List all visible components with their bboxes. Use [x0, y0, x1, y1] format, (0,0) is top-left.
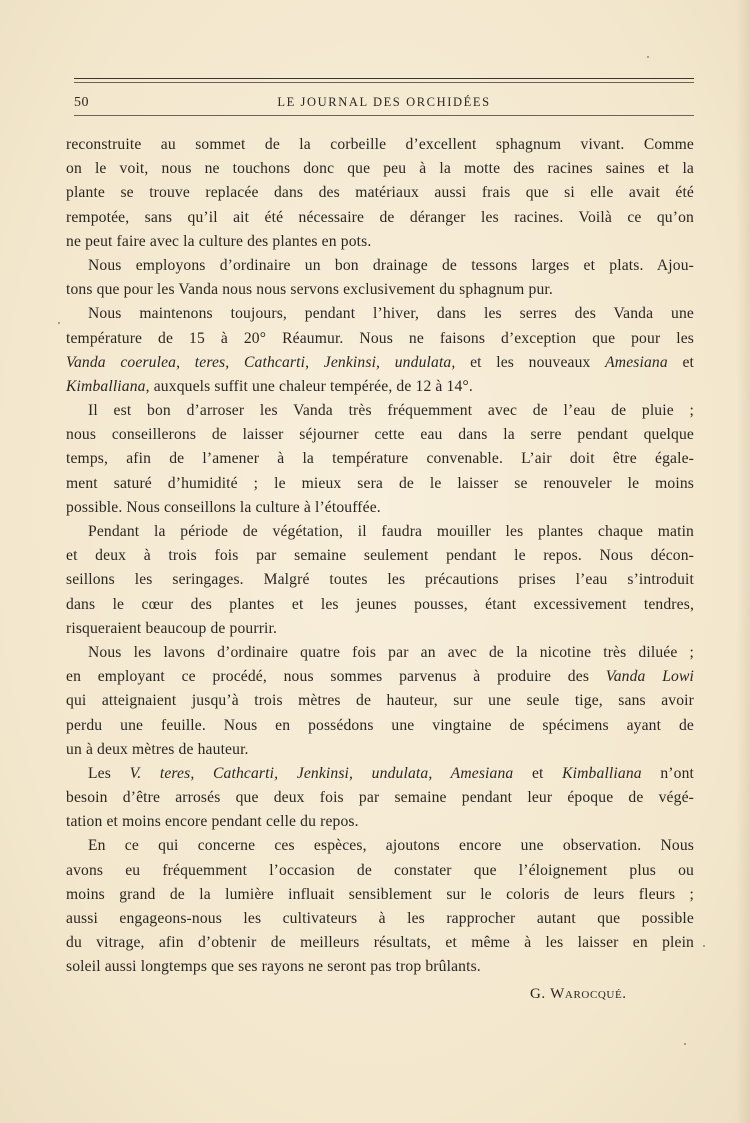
text-line: et deux à trois fois par semaine seulement pendant le repos. Nous décon-	[66, 547, 694, 565]
text-line: Pendant la période de végétation, il faudra mouiller les plantes chaque matin	[88, 523, 694, 540]
text-line: ne peut faire avec la culture des plantes en pots.	[66, 232, 372, 250]
text-line: Nous employons d’ordinaire un bon drainage de tessons larges et plats. Ajou-	[88, 256, 694, 274]
text-line: moins grand de la lumière influait sensiblement sur le coloris de leurs fleurs ;	[66, 885, 694, 903]
text-line: seillons les seringages. Malgré toutes les précautions prises l’eau s’introduit	[66, 571, 694, 589]
italic-text: Kimballiana	[562, 764, 642, 782]
text-line: température de 15 à 20° Réaumur. Nous ne faisons d’exception que pour les	[66, 329, 694, 347]
signature-name: Warocqué.	[550, 986, 627, 1002]
header-rule-top	[74, 78, 694, 79]
header-rule-bottom	[74, 115, 694, 116]
text-run: et les nouveaux	[455, 353, 606, 371]
text-line: plante se trouve replacée dans des matériaux aussi frais que si elle avait été	[66, 184, 694, 202]
paper-speck	[58, 322, 60, 324]
text-line: on le voit, nous ne touchons donc que peu à la motte des racines saines et la	[66, 160, 694, 178]
text-line: qui atteignaient jusqu’à trois mètres de hauteur, sur une seule tige, sans avoir	[66, 692, 694, 710]
text-line: reconstruite au sommet de la corbeille d’excellent sphagnum vivant. Comme	[66, 136, 694, 153]
header-rule-top-thin	[74, 82, 694, 83]
page-number: 50	[74, 95, 89, 110]
text-line: ment saturé d’humidité ; le mieux sera de le laisser se renouveler le moins	[66, 474, 694, 492]
italic-text: Amesiana	[605, 353, 668, 371]
text-line: En ce qui concerne ces espèces, ajoutons encore une observation. Nous	[88, 837, 694, 855]
text-run: et	[513, 764, 563, 782]
text-line	[66, 762, 694, 786]
paper-speck	[703, 945, 705, 947]
text-line: Il est bon d’arroser les Vanda très fréquemment avec de l’eau de pluie ;	[88, 402, 694, 420]
text-run: en employant ce procédé, nous sommes parvenus à produire des	[66, 668, 606, 686]
paper-speck	[647, 56, 649, 58]
text-line: tons que pour les Vanda nous nous servons exclusivement du sphagnum pur.	[66, 281, 553, 299]
text-line: avons eu fréquemment l’occasion de constater que l’éloignement plus ou	[66, 861, 694, 879]
paper-speck	[684, 1043, 686, 1045]
text-line	[66, 351, 694, 375]
text-line: dans le cœur des plantes et les jeunes pousses, étant excessivement tendres,	[66, 595, 694, 613]
page-header	[74, 78, 694, 116]
text-line	[66, 375, 694, 399]
header-line	[74, 89, 694, 115]
article-body	[66, 133, 694, 980]
text-line	[66, 665, 694, 689]
text-line: Nous maintenons toujours, pendant l’hiver, dans les serres des Vanda une	[88, 305, 694, 323]
text-line: risqueraient beaucoup de pourrir.	[66, 619, 278, 637]
text-line: du vitrage, afin d’obtenir de meilleurs résultats, et même à les laisser en plein	[66, 934, 694, 952]
text-run: n’ont	[641, 764, 695, 782]
text-run: Les	[88, 764, 130, 782]
text-line: tation et moins encore pendant celle du repos.	[66, 813, 359, 831]
text-line: rempotée, sans qu’il ait été nécessaire de déranger les racines. Voilà ce qu’on	[66, 208, 694, 226]
text-run: et	[667, 353, 694, 371]
text-line: un à deux mètres de hauteur.	[66, 740, 249, 758]
italic-text: Vanda Lowi	[605, 668, 694, 686]
text-line: aussi engageons-nous les cultivateurs à les rapprocher autant que possible	[66, 910, 694, 927]
text-line: possible. Nous conseillons la culture à l’étouffée.	[66, 498, 381, 516]
signature-initial: G.	[530, 986, 546, 1002]
italic-text: Vanda coerulea, teres, Cathcarti, Jenkinsi, undulata,	[66, 353, 456, 371]
journal-title: LE JOURNAL DES ORCHIDÉES	[277, 95, 491, 109]
text-line: Nous les lavons d’ordinaire quatre fois par an avec de la nicotine très diluée ;	[88, 643, 694, 661]
italic-text: V. teres, Cathcarti, Jenkinsi, undulata, Amesiana	[129, 764, 514, 782]
text-line: besoin d’être arrosés que deux fois par semaine pendant leur époque de végé-	[66, 789, 694, 807]
author-signature	[530, 986, 627, 1003]
page-edge-shadow	[736, 0, 750, 1123]
text-line: temps, afin de l’amener à la température convenable. L’air doit être égale-	[66, 450, 694, 468]
text-line: nous conseillerons de laisser séjourner cette eau dans la serre pendant quelque	[66, 426, 694, 444]
text-line: soleil aussi longtemps que ses rayons ne seront pas trop brûlants.	[66, 958, 481, 976]
italic-text: Kimballiana,	[66, 377, 150, 395]
text-run: auxquels suffit une chaleur tempérée, de 12 à 14°.	[149, 377, 473, 395]
text-line: perdu une feuille. Nous en possédons une vingtaine de spécimens ayant de	[66, 716, 694, 734]
